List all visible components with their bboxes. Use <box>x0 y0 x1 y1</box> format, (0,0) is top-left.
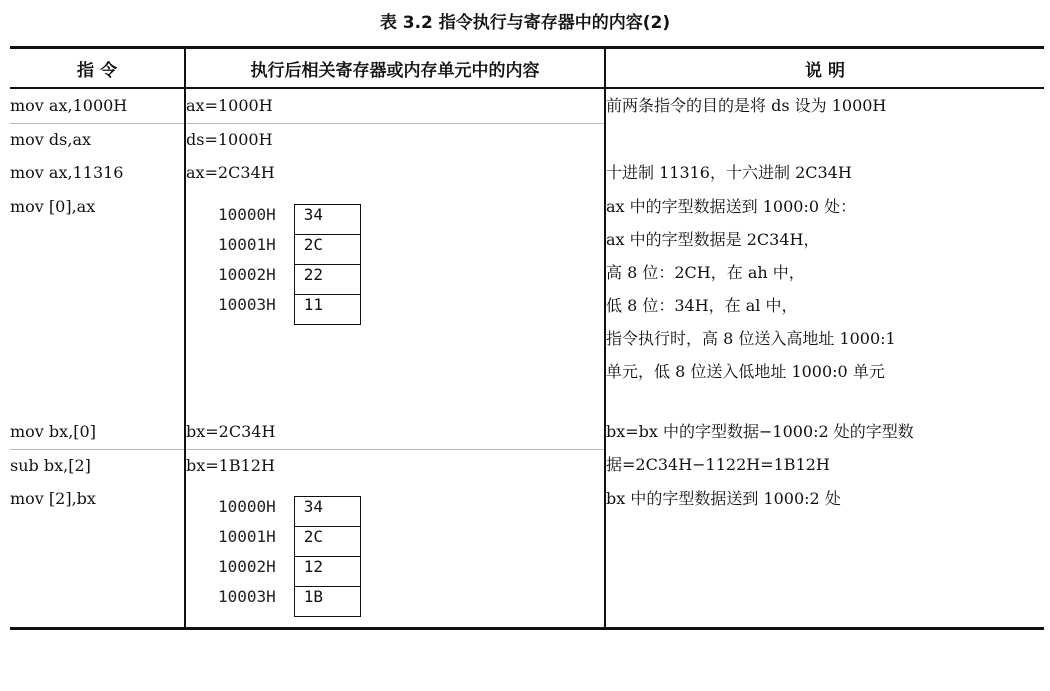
register-content: bx=1B12H <box>186 456 275 475</box>
table-row <box>10 88 1044 156</box>
instruction: mov [0],ax <box>10 197 96 216</box>
memory-value: 2C <box>294 527 360 557</box>
register-content: bx=2C34H <box>186 415 604 450</box>
memory-diagram <box>218 204 361 325</box>
memory-value: 34 <box>294 205 360 235</box>
description-cell <box>605 482 1044 629</box>
instruction: mov ax,11316 <box>10 163 124 182</box>
description-line: 高 8 位：2CH，在 ah 中， <box>606 263 805 282</box>
memory-address: 10000H <box>218 496 276 516</box>
description-cell <box>605 156 1044 190</box>
description-line: ax 中的字型数据送到 1000:0 处： <box>606 197 857 216</box>
memory-value: 22 <box>294 265 360 295</box>
memory-row <box>218 295 360 325</box>
memory-row <box>218 235 360 265</box>
description-line: 十进制 11316，十六进制 2C34H <box>606 163 852 182</box>
description-line: 据=2C34H−1122H=1B12H <box>606 455 830 474</box>
instruction-cell <box>10 190 185 415</box>
memory-value: 2C <box>294 235 360 265</box>
content-cell <box>185 156 605 190</box>
content-cell <box>185 88 605 156</box>
instruction-cell <box>10 482 185 629</box>
memory-address: 10002H <box>218 556 276 576</box>
header-description: 说 明 <box>605 48 1044 89</box>
table-row <box>10 190 1044 415</box>
content-cell <box>185 415 605 482</box>
table-row <box>10 482 1044 629</box>
description-line: 前两条指令的目的是将 ds 设为 1000H <box>606 96 887 115</box>
memory-diagram <box>218 496 361 617</box>
description-line: ax 中的字型数据是 2C34H， <box>606 230 820 249</box>
memory-address: 10001H <box>218 234 276 254</box>
description-line: 指令执行时，高 8 位送入高地址 1000:1 <box>606 329 896 348</box>
memory-address: 10001H <box>218 526 276 546</box>
description-line: bx 中的字型数据送到 1000:2 处 <box>606 489 841 508</box>
content-cell <box>185 482 605 629</box>
instruction: sub bx,[2] <box>10 456 91 475</box>
table-row <box>10 415 1044 482</box>
table-row <box>10 156 1044 190</box>
description-line: 单元，低 8 位送入低地址 1000:0 单元 <box>606 362 885 381</box>
memory-value: 12 <box>294 557 360 587</box>
instruction: mov bx,[0] <box>10 415 184 450</box>
memory-row <box>218 265 360 295</box>
memory-row <box>218 497 360 527</box>
memory-row <box>218 527 360 557</box>
description-cell <box>605 88 1044 156</box>
description-cell <box>605 190 1044 415</box>
description-line: bx=bx 中的字型数据−1000:2 处的字型数 <box>606 422 914 441</box>
memory-address: 10000H <box>218 204 276 224</box>
instruction: mov ax,1000H <box>10 89 184 124</box>
description-line: 低 8 位：34H，在 al 中， <box>606 296 798 315</box>
header-row <box>10 48 1044 89</box>
memory-row <box>218 557 360 587</box>
instruction: mov [2],bx <box>10 489 96 508</box>
instruction-table <box>10 46 1044 630</box>
memory-value: 34 <box>294 497 360 527</box>
register-content: ax=1000H <box>186 89 604 124</box>
memory-value: 11 <box>294 295 360 325</box>
instruction-cell <box>10 88 185 156</box>
register-content: ax=2C34H <box>186 163 275 182</box>
memory-address: 10003H <box>218 586 276 606</box>
memory-address: 10003H <box>218 294 276 314</box>
register-content: ds=1000H <box>186 130 273 149</box>
instruction-cell <box>10 415 185 482</box>
header-instruction: 指 令 <box>10 48 185 89</box>
content-cell <box>185 190 605 415</box>
memory-address: 10002H <box>218 264 276 284</box>
memory-row <box>218 587 360 617</box>
header-content: 执行后相关寄存器或内存单元中的内容 <box>185 48 605 89</box>
memory-value: 1B <box>294 587 360 617</box>
table-caption: 表 3.2 指令执行与寄存器中的内容(2) <box>379 13 671 33</box>
instruction-cell <box>10 156 185 190</box>
instruction: mov ds,ax <box>10 130 92 149</box>
memory-row <box>218 205 360 235</box>
description-cell <box>605 415 1044 482</box>
